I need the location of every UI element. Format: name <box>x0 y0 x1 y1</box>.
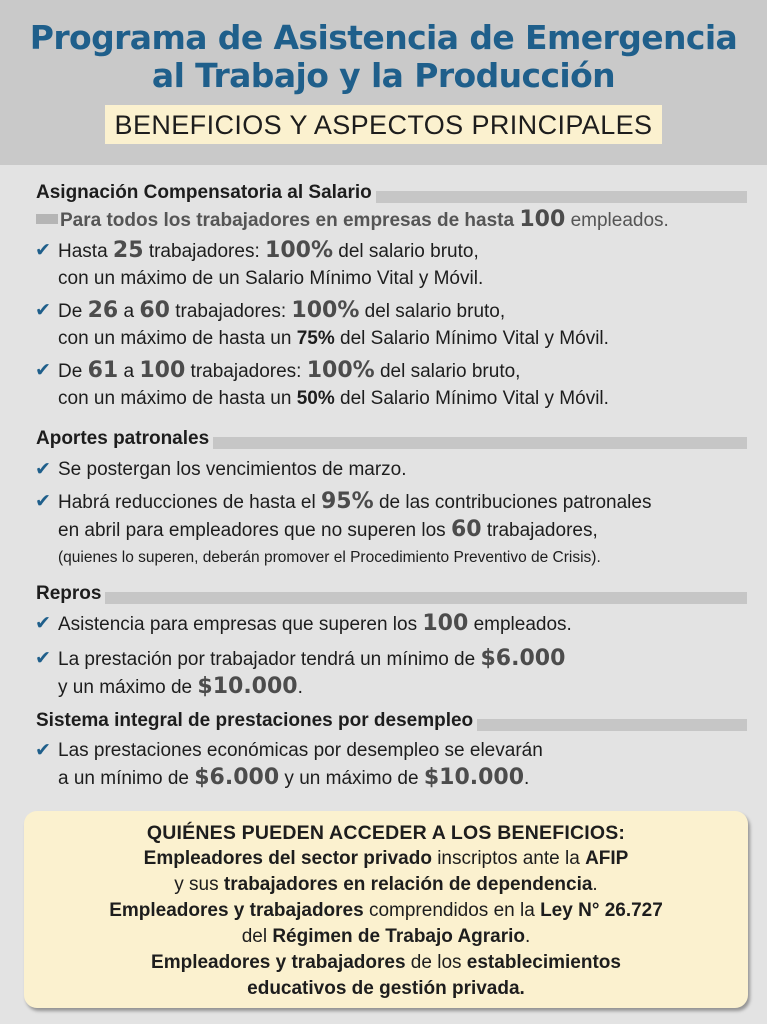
eligibility-heading: QUIÉNES PUEDEN ACCEDER A LOS BENEFICIOS: <box>146 822 626 844</box>
dash-icon <box>36 214 58 224</box>
asignacion-intro: Para todos los trabajadores en empresas de hasta 100 empleados. <box>36 207 669 233</box>
check-icon: ✔ <box>35 360 51 381</box>
page-title <box>0 0 767 95</box>
list-item: ✔ Habrá reducciones de hasta el 95% de las contribuciones patronales en abril para empleadores que no superen los 60 trabajadores, (quienes lo superen, deberán promover el Procedimiento Preventivo de Crisis). <box>35 489 652 566</box>
section-heading-asignacion: Asignación Compensatoria al Salario <box>36 184 747 204</box>
check-icon: ✔ <box>35 240 51 261</box>
eligibility-line: y sus trabajadores en relación de dependencia. <box>174 874 598 895</box>
check-icon: ✔ <box>35 613 51 634</box>
title-line-2: al Trabajo y la Producción <box>151 56 616 95</box>
list-item: ✔ Las prestaciones económicas por desempleo se elevarán a un mínimo de $6.000 y un máximo de $10.000. <box>35 737 755 792</box>
section-heading-sistema: Sistema integral de prestaciones por desempleo <box>36 712 747 732</box>
eligibility-line: Empleadores y trabajadores comprendidos en la Ley N° 26.727 <box>109 900 663 921</box>
list-item: ✔ Se postergan los vencimientos de marzo. <box>35 456 755 483</box>
eligibility-box <box>24 811 748 1008</box>
check-icon: ✔ <box>35 459 51 480</box>
page-subtitle: BENEFICIOS Y ASPECTOS PRINCIPALES <box>105 105 663 144</box>
eligibility-line: educativos de gestión privada. <box>247 978 525 999</box>
check-icon: ✔ <box>35 300 51 321</box>
check-icon: ✔ <box>35 491 51 512</box>
title-line-1: Programa de Asistencia de Emergencia <box>29 18 738 57</box>
list-item: ✔ Asistencia para empresas que superen los 100 empleados. <box>35 611 572 636</box>
list-item: ✔ Hasta 25 trabajadores: 100% del salario bruto, con un máximo de un Salario Mínimo Vital y Móvil. <box>35 238 484 289</box>
check-icon: ✔ <box>35 648 51 669</box>
eligibility-line: del Régimen de Trabajo Agrario. <box>241 926 531 947</box>
check-icon: ✔ <box>35 740 51 761</box>
list-item: ✔ De 61 a 100 trabajadores: 100% del salario bruto, con un máximo de hasta un 50% del Salario Mínimo Vital y Móvil. <box>35 358 609 409</box>
list-item: ✔ De 26 a 60 trabajadores: 100% del salario bruto, con un máximo de hasta un 75% del Salario Mínimo Vital y Móvil. <box>35 298 609 349</box>
header <box>0 0 767 165</box>
eligibility-line: Empleadores y trabajadores de los establecimientos <box>151 952 621 973</box>
list-item: ✔ La prestación por trabajador tendrá un mínimo de $6.000 y un máximo de $10.000. <box>35 646 566 699</box>
eligibility-line: Empleadores del sector privado inscriptos ante la AFIP <box>143 848 629 869</box>
section-heading-aportes: Aportes patronales <box>36 430 747 450</box>
section-heading-repros: Repros <box>36 585 747 605</box>
